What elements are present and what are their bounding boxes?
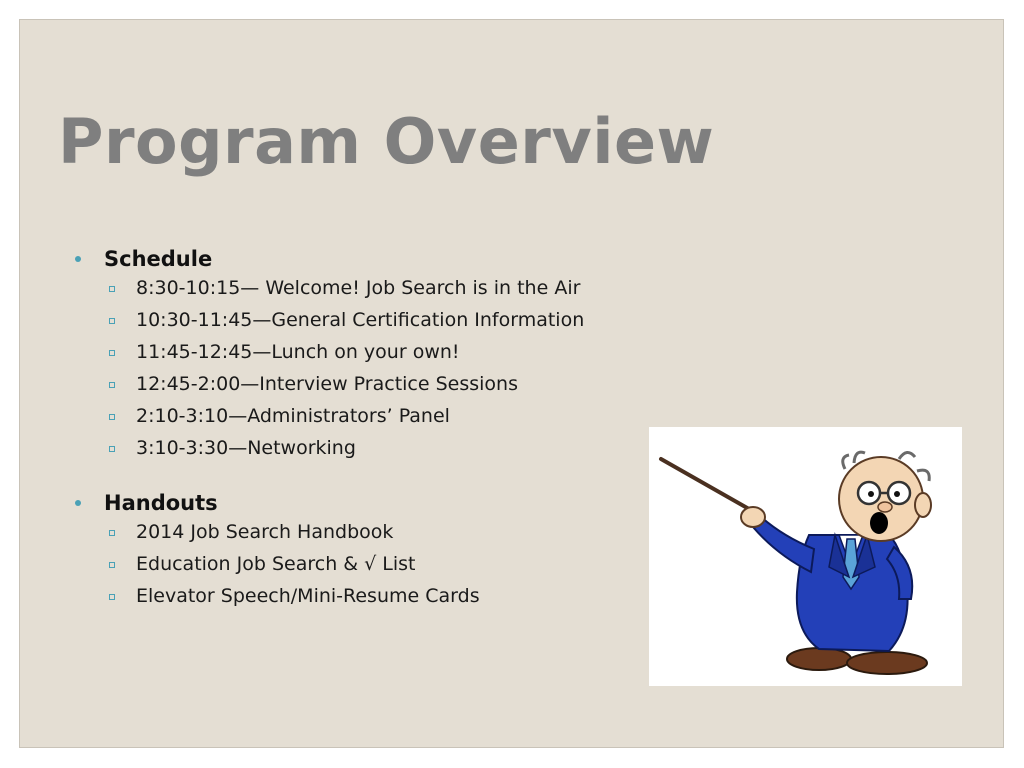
bullet-dot-icon bbox=[75, 500, 81, 506]
teacher-clipart bbox=[649, 427, 962, 686]
list-item bbox=[72, 340, 592, 365]
item-text: Elevator Speech/Mini-Resume Cards bbox=[136, 585, 480, 607]
square-bullet-icon bbox=[109, 446, 115, 452]
square-bullet-icon bbox=[109, 286, 115, 292]
list-item bbox=[72, 552, 592, 577]
item-text: 12:45-2:00—Interview Practice Sessions bbox=[136, 373, 518, 395]
item-text: 8:30-10:15— Welcome! Job Search is in the Air bbox=[136, 277, 581, 299]
slide-title: Program Overview bbox=[58, 105, 715, 178]
schedule-list bbox=[72, 276, 592, 461]
section-heading bbox=[72, 486, 592, 520]
item-text: Education Job Search & √ List bbox=[136, 553, 416, 575]
teacher-with-pointer-icon bbox=[649, 427, 962, 686]
section-schedule bbox=[72, 242, 592, 461]
list-item bbox=[72, 372, 592, 397]
bullet-dot-icon bbox=[75, 256, 81, 262]
square-bullet-icon bbox=[109, 350, 115, 356]
section-handouts bbox=[72, 486, 592, 609]
list-item bbox=[72, 584, 592, 609]
square-bullet-icon bbox=[109, 318, 115, 324]
item-text: 3:10-3:30—Networking bbox=[136, 437, 356, 459]
list-item bbox=[72, 308, 592, 333]
list-item bbox=[72, 276, 592, 301]
bullet-content bbox=[72, 242, 592, 634]
item-text: 2:10-3:10—Administrators’ Panel bbox=[136, 405, 450, 427]
section-heading bbox=[72, 242, 592, 276]
section-label: Handouts bbox=[104, 491, 218, 515]
item-text: 11:45-12:45—Lunch on your own! bbox=[136, 341, 460, 363]
square-bullet-icon bbox=[109, 382, 115, 388]
list-item bbox=[72, 520, 592, 545]
square-bullet-icon bbox=[109, 562, 115, 568]
item-text: 10:30-11:45—General Certification Information bbox=[136, 309, 585, 331]
list-item bbox=[72, 404, 592, 429]
list-item bbox=[72, 436, 592, 461]
handouts-list bbox=[72, 520, 592, 609]
item-text: 2014 Job Search Handbook bbox=[136, 521, 394, 543]
square-bullet-icon bbox=[109, 530, 115, 536]
square-bullet-icon bbox=[109, 414, 115, 420]
square-bullet-icon bbox=[109, 594, 115, 600]
section-label: Schedule bbox=[104, 247, 213, 271]
slide bbox=[19, 19, 1004, 748]
